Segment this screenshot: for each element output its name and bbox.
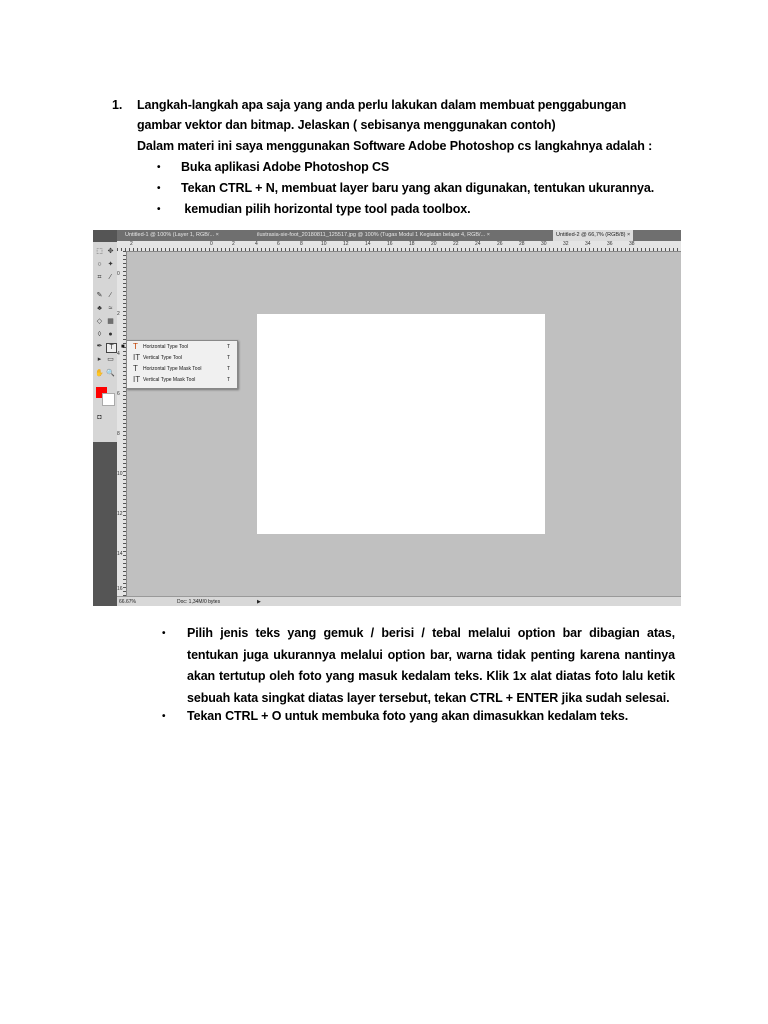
ruler-top-label: 2 [130,241,133,247]
ruler-top-label: 32 [563,241,569,247]
ruler-left-label: 2 [117,311,120,317]
ruler-left [117,251,127,596]
ruler-top-label: 18 [409,241,415,247]
document-tabs [117,230,681,241]
ruler-top-label: 0 [210,241,213,247]
bullet-dot: • [162,628,166,639]
ruler-top-label: 34 [585,241,591,247]
question-line-1: Langkah-langkah apa saja yang anda perlu lakukan dalam membuat penggabungan [137,98,627,112]
ruler-left-label: 6 [117,391,120,397]
flyout-horizontal-type-mask-tool[interactable] [127,364,237,374]
move-tool-icon[interactable]: ✥ [107,248,114,255]
ruler-top-label: 36 [607,241,613,247]
ruler-left-label: 4 [117,351,120,357]
doc-size: Doc: 1,34M/0 bytes [177,599,221,605]
status-arrow-icon[interactable]: ▶ [257,599,261,605]
zoom-level[interactable]: 66.67% [119,599,136,605]
tab-ilustrasi[interactable]: ilustrasia-sie-foot_20180811_125517.jpg @ 100% (Tugas Modul 1 Kegiatan belajar 4, RGB/... × [257,232,490,238]
flyout-label: Horizontal Type Tool [143,344,189,350]
history-brush-icon[interactable]: ≈ [108,305,113,312]
ruler-left-label: 12 [117,511,123,517]
ruler-left-label: 10 [117,471,123,477]
toolbox [93,242,117,442]
bullet-dot: • [157,183,161,194]
blur-tool-icon[interactable]: ◊ [97,331,102,338]
question-line-3: Dalam materi ini saya menggunakan Software Adobe Photoshop cs langkahnya adalah : [137,139,653,153]
background-color-swatch[interactable] [102,393,115,406]
ruler-left-label: 0 [117,271,120,277]
magic-wand-icon[interactable]: ✦ [107,261,114,268]
gradient-icon[interactable]: ▦ [107,318,114,325]
bullet-item-4: Pilih jenis teks yang gemuk / berisi / tebal melalui option bar dibagian atas, tentukan juga ukurannya melalui option bar, warna tidak penting karena nantinya akan tertutup oleh foto yang masuk kedalam teks. Klik 1x alat diatas foto lalu ketik sebuah kata singkat diatas layer tersebut, tekan CTRL + ENTER jika sudah selesai. [187,626,675,705]
flyout-vertical-type-mask-tool[interactable] [127,375,237,385]
brush-tool-icon[interactable]: ∕ [109,292,112,299]
clone-stamp-icon[interactable]: ♣ [97,305,102,312]
ruler-top-label: 20 [431,241,437,247]
vertical-type-mask-icon: IT [133,375,141,384]
pen-tool-icon[interactable]: ✒ [96,343,103,350]
shape-tool-icon[interactable]: ▭ [107,356,114,363]
marquee-tool-icon[interactable]: ⬚ [96,248,103,255]
ruler-top-label: 12 [343,241,349,247]
dodge-tool-icon[interactable]: ● [108,331,113,338]
ruler-top-label: 30 [541,241,547,247]
hand-tool-icon[interactable]: ✋ [95,370,104,377]
status-bar [117,596,681,606]
eyedropper-icon[interactable]: ⁄ [109,274,112,281]
ruler-top [117,241,681,252]
horizontal-type-mask-icon: T [133,364,138,373]
flyout-shortcut: T [227,377,231,383]
document-canvas[interactable] [257,314,545,534]
bullet-dot: • [157,162,161,173]
zoom-tool-icon[interactable]: 🔍 [106,370,115,377]
bullet-item-3: kemudian pilih horizontal type tool pada toolbox. [181,202,471,216]
ruler-top-label: 6 [277,241,280,247]
ruler-top-label: 28 [519,241,525,247]
flyout-shortcut: T [227,366,231,372]
type-tool-flyout-menu [121,340,238,389]
flyout-vertical-type-tool[interactable] [127,353,237,363]
eraser-icon[interactable]: ◇ [96,318,103,325]
healing-brush-icon[interactable]: ✎ [96,292,103,299]
quick-mask-icon[interactable]: ◘ [97,414,102,421]
question-number: 1. [112,98,123,112]
ruler-top-label: 22 [453,241,459,247]
ruler-top-label: 24 [475,241,481,247]
ruler-top-label: 10 [321,241,327,247]
ruler-left-label: 16 [117,586,123,592]
tab-untitled-1[interactable]: Untitled-1 @ 100% (Layer 1, RGB/... × [125,232,219,238]
ruler-top-label: 2 [232,241,235,247]
path-selection-icon[interactable]: ▸ [97,356,102,363]
ruler-top-label: 26 [497,241,503,247]
flyout-horizontal-type-tool[interactable] [121,342,237,352]
photoshop-screenshot [93,230,681,606]
tab-untitled-2[interactable]: Untitled-2 @ 66,7% (RGB/8) × [553,230,633,241]
flyout-label: Vertical Type Mask Tool [143,377,196,383]
ruler-top-label: 8 [300,241,303,247]
bullet-dot: • [162,711,166,722]
flyout-label: Vertical Type Tool [143,355,183,361]
vertical-type-icon: IT [133,353,141,362]
bullet-item-1: Buka aplikasi Adobe Photoshop CS [181,160,390,174]
bullet-item-2: Tekan CTRL + N, membuat layer baru yang akan digunakan, tentukan ukurannya. [181,181,655,195]
ruler-top-label: 16 [387,241,393,247]
crop-tool-icon[interactable]: ⌗ [97,274,102,281]
flyout-shortcut: T [227,344,231,350]
bullet-dot: • [157,204,161,215]
flyout-shortcut: T [227,355,231,361]
bullet-item-5: Tekan CTRL + O untuk membuka foto yang akan dimasukkan kedalam teks. [187,709,629,723]
type-tool-icon[interactable]: T [106,343,117,353]
ruler-top-label: 14 [365,241,371,247]
horizontal-type-icon: T [133,342,138,351]
flyout-label: Horizontal Type Mask Tool [143,366,202,372]
question-line-2: gambar vektor dan bitmap. Jelaskan ( sebisanya menggunakan contoh) [137,118,556,132]
ruler-left-label: 8 [117,431,120,437]
ruler-top-label: 38 [629,241,635,247]
lasso-tool-icon[interactable]: ○ [97,261,102,268]
ruler-top-label: 4 [255,241,258,247]
ruler-left-label: 14 [117,551,123,557]
selected-marker-icon: ■ [121,344,125,350]
